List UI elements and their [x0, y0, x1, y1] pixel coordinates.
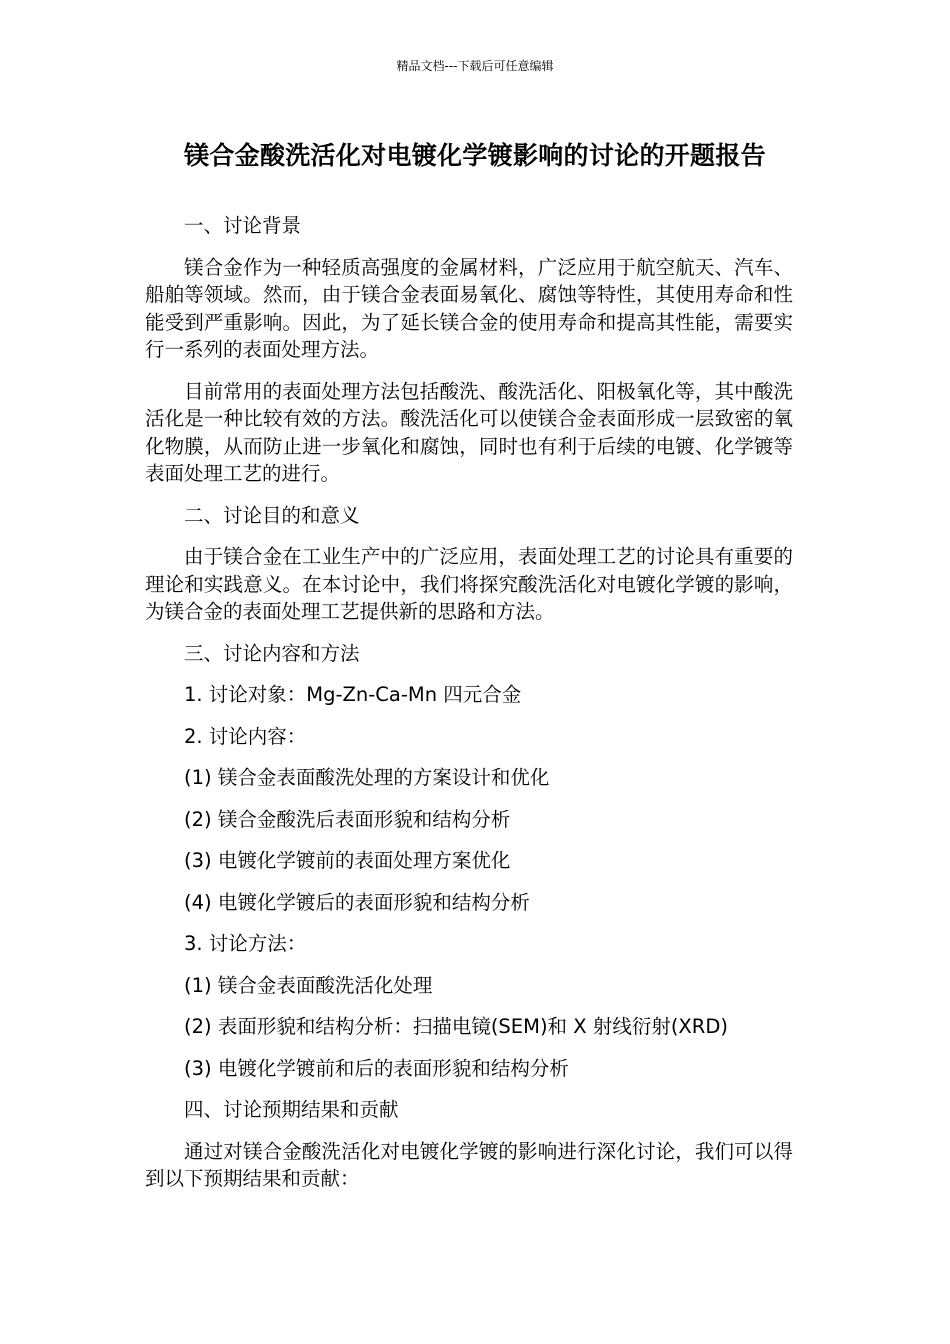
list-subitem-method-3: (3) 电镀化学镀前和后的表面形貌和结构分析	[184, 1056, 569, 1080]
section-heading-expected-results: 四、讨论预期结果和贡献	[184, 1098, 399, 1121]
list-item-subject: 1. 讨论对象：Mg-Zn-Ca-Mn 四元合金	[184, 683, 522, 706]
paragraph-background-2: 目前常用的表面处理方法包括酸洗、酸洗活化、阳极氧化等，其中酸洗活化是一种比较有效的方法。酸洗活化可以使镁合金表面形成一层致密的氧化物膜，从而防止进一步氧化和腐蚀，同时也有利于后续的电镀、化学镀等表面处理工艺的进行。	[145, 379, 793, 485]
list-subitem-method-2: (2) 表面形貌和结构分析：扫描电镜(SEM)和 X 射线衍射(XRD)	[184, 1015, 728, 1038]
list-subitem-content-1: (1) 镁合金表面酸洗处理的方案设计和优化	[184, 766, 550, 789]
section-heading-background: 一、讨论背景	[184, 214, 302, 237]
list-subitem-method-1: (1) 镁合金表面酸洗活化处理	[184, 973, 433, 997]
section-heading-content-method: 三、讨论内容和方法	[184, 641, 360, 665]
list-subitem-content-2: (2) 镁合金酸洗后表面形貌和结构分析	[184, 807, 511, 831]
paragraph-background-1: 镁合金作为一种轻质高强度的金属材料，广泛应用于航空航天、汽车、船舶等领域。然而，由于镁合金表面易氧化、腐蚀等特性，其使用寿命和性能受到严重影响。因此，为了延长镁合金的使用寿命和提高其性能，需要实行一系列的表面处理方法。	[145, 255, 793, 361]
list-subitem-content-3: (3) 电镀化学镀前的表面处理方案优化	[184, 849, 511, 872]
header-note: 精品文档---下载后可任意编辑	[396, 59, 554, 73]
document-title: 镁合金酸洗活化对电镀化学镀影响的讨论的开题报告	[184, 141, 766, 170]
paragraph-expected-results: 通过对镁合金酸洗活化对电镀化学镀的影响进行深化讨论，我们可以得到以下预期结果和贡献：	[145, 1139, 793, 1190]
document-body	[145, 212, 793, 1207]
paragraph-purpose: 由于镁合金在工业生产中的广泛应用，表面处理工艺的讨论具有重要的理论和实践意义。在本讨论中，我们将探究酸洗活化对电镀化学镀的影响，为镁合金的表面处理工艺提供新的思路和方法。	[145, 545, 793, 623]
list-subitem-content-4: (4) 电镀化学镀后的表面形貌和结构分析	[184, 890, 530, 914]
section-heading-purpose: 二、讨论目的和意义	[184, 503, 360, 527]
list-item-content: 2. 讨论内容：	[184, 724, 307, 748]
list-item-method: 3. 讨论方法：	[184, 932, 307, 955]
